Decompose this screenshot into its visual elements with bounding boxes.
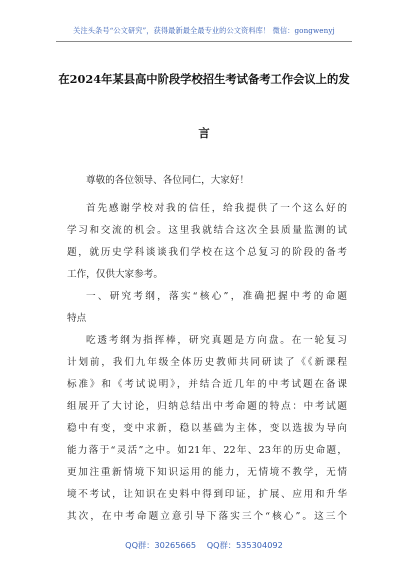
paragraph-exam-analysis [67,330,347,528]
heading-line: 一、研究考纲，落实“核心”，准确把握中考的命题 [86,291,347,302]
paragraph-intro [67,198,347,286]
paragraph-line: 能力落于“灵活”之中。如21年、22年、23年的历史命题， [67,445,347,456]
paragraph-line: 境不考试，让知识在史料中得到印证，扩展、应用和升华 [67,489,347,500]
paragraph-line: 首先感谢学校对我的信任，给我提供了一个这么好的 [86,203,347,214]
footer-qq-group-1: QQ群：30265665 [125,540,197,550]
paragraph-line: 吃透考纲为指挥棒，研究真题是方向盘。在一轮复习 [86,335,347,346]
paragraph-line: 稳中有变，变中求新，稳以基础为主体，变以选拔为导向 [67,423,347,434]
section-heading-1 [67,286,347,330]
paragraph-line: 组展开了大讨论，归纳总结出中考命题的特点：中考试题 [67,401,347,412]
paragraph-line: 计划前，我们九年级全体历史教师共同研读了《《新课程 [67,357,347,368]
paragraph-line: 更加注重新情境下知识运用的能力，无情境不教学，无情 [67,467,347,478]
paragraph-line: 其次，在中考命题立意引导下落实三个“核心”。这三个 [67,511,347,522]
document-title-line-1: 在2024年某县高中阶段学校招生考试备考工作会议上的发 [58,72,350,86]
page-header-banner: 关注头条号“公文研究”，获得最新最全最专业的公文资料库！ 微信：gongwenyj [73,26,335,35]
page-footer [0,540,408,551]
paragraph-line: 工作，仅供大家参考。 [67,269,163,280]
paragraph-line: 学习和交流的机会。这里我就结合这次全县质量监测的试 [67,225,347,236]
paragraph-line: 题，就历史学科谈谈我们学校在这个总复习的阶段的备考 [67,247,347,258]
paragraph-line: 标准》和《考试说明》，并结合近几年的中考试题在备课 [67,379,347,390]
document-title-line-2: 言 [198,126,210,140]
footer-qq-group-2: QQ群：535304092 [206,540,283,550]
heading-line: 特点 [67,313,87,324]
greeting-paragraph [67,170,347,192]
header-divider [56,41,352,42]
greeting-line: 尊敬的各位领导、各位同仁，大家好！ [86,175,250,186]
